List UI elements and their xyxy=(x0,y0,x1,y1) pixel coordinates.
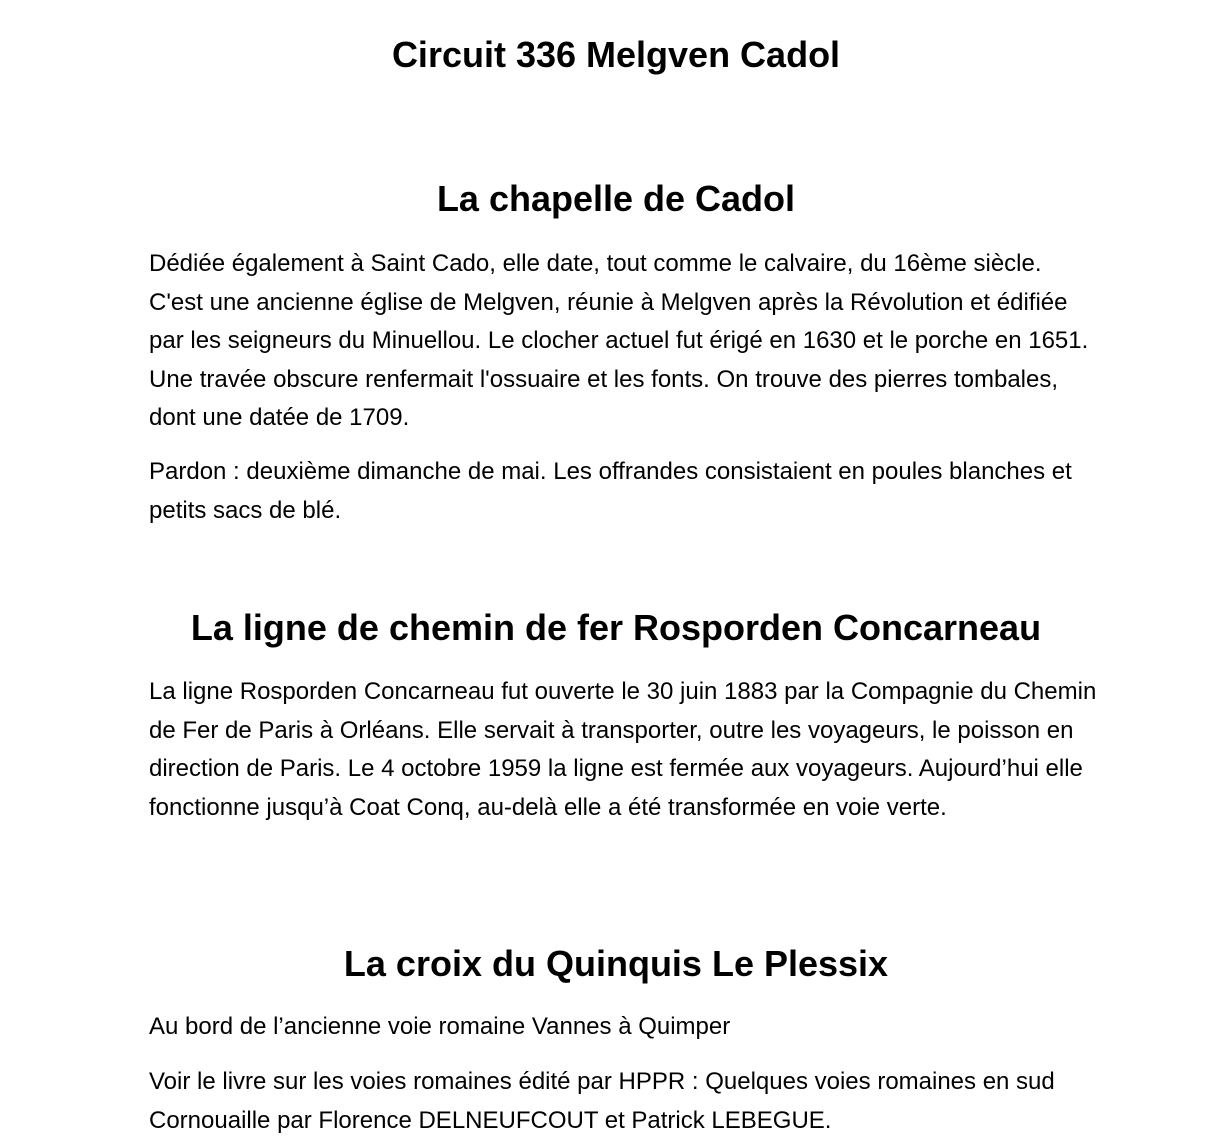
paragraph-croix-reference: Voir le livre sur les voies romaines édité par HPPR : Quelques voies romaines en sud Cornouaille par Florence DELNEUFCOUT et Patrick LEBEGUE. xyxy=(149,1068,1055,1134)
paragraph-croix-location: Au bord de l’ancienne voie romaine Vannes à Quimper xyxy=(149,1013,731,1040)
section-heading-croix: La croix du Quinquis Le Plessix xyxy=(343,943,889,984)
document-title: Circuit 336 Melgven Cadol xyxy=(391,34,841,75)
paragraph-ligne-history: La ligne Rosporden Concarneau fut ouverte le 30 juin 1883 par la Compagnie du Chemin de Fer de Paris à Orléans. Elle servait à transporter, outre les voyageurs, le poisson en direction de Paris. Le 4 octobre 1959 la ligne est fermée aux voyageurs. Aujourd’hui elle fonctionne jusqu’à Coat Conq, au-delà elle a été transformée en voie verte. xyxy=(149,678,1097,821)
paragraph-chapelle-history: Dédiée également à Saint Cado, elle date, tout comme le calvaire, du 16ème siècle. C'est une ancienne église de Melgven, réunie à Melgven après la Révolution et édifiée par les seigneurs du Minuellou. Le clocher actuel fut érigé en 1630 et le porche en 1651. Une travée obscure renfermait l'ossuaire et les fonts. On trouve des pierres tombales, dont une datée de 1709. xyxy=(149,250,1089,432)
paragraph-chapelle-pardon: Pardon : deuxième dimanche de mai. Les offrandes consistaient en poules blanches et petits sacs de blé. xyxy=(149,458,1072,524)
section-heading-chapelle: La chapelle de Cadol xyxy=(436,178,796,219)
section-heading-ligne: La ligne de chemin de fer Rosporden Concarneau xyxy=(190,607,1042,648)
